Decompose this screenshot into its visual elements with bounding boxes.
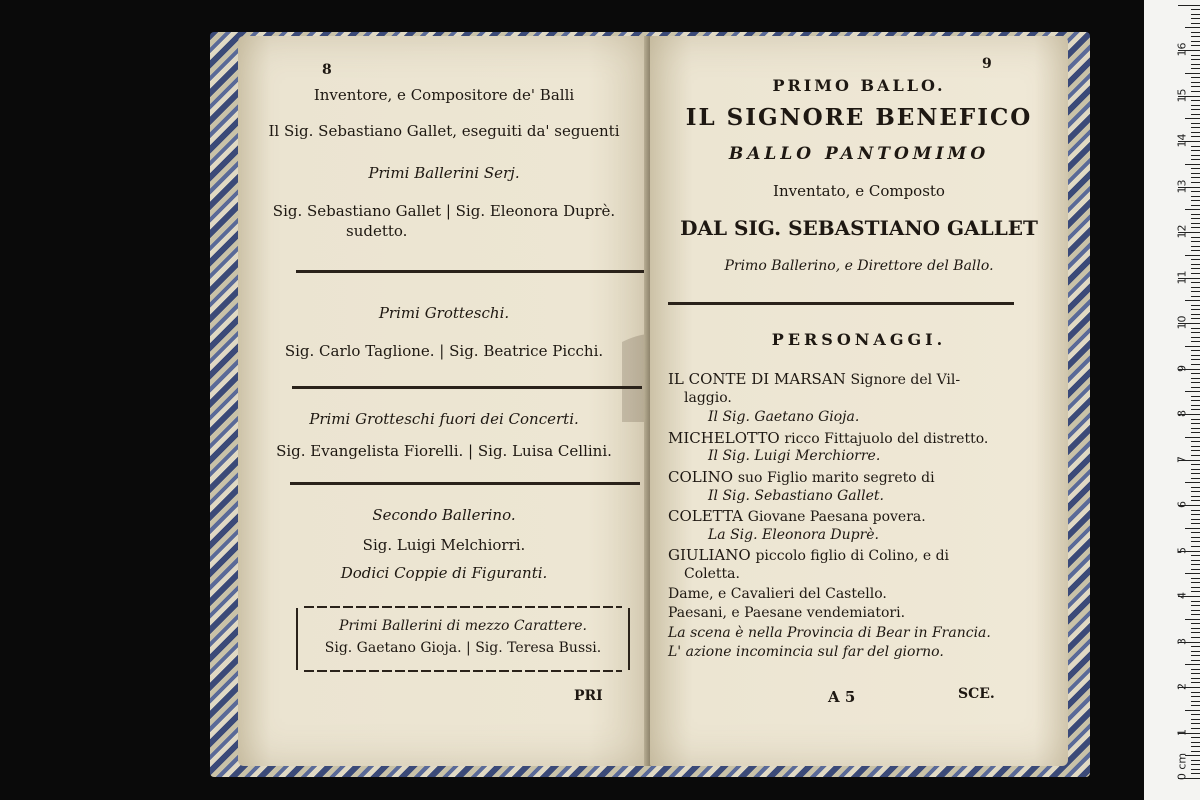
ruler-tick [1191, 86, 1200, 87]
ruler-tick [1191, 582, 1200, 583]
ruler-tick [1185, 27, 1200, 28]
ruler-tick [1191, 728, 1200, 729]
character-description: Dame, e Cavalieri del Castello. [668, 585, 887, 602]
ruler-tick [1191, 127, 1200, 128]
ruler-tick [1191, 14, 1200, 15]
ruler-tick [1191, 241, 1200, 242]
ruler-tick [1185, 391, 1200, 392]
ruler-tick [1191, 264, 1200, 265]
dancer-suffix: sudetto. [346, 222, 408, 240]
character-description: La scena è nella Provincia di Bear in Francia. [668, 624, 991, 641]
ruler-tick [1191, 68, 1200, 69]
ruler-tick [1191, 273, 1200, 274]
ruler-tick [1191, 55, 1200, 56]
ruler-tick [1191, 428, 1200, 429]
character-name: COLINO [668, 468, 738, 486]
author-role: Primo Ballerino, e Direttore del Ballo. [724, 258, 994, 274]
ruler-tick [1191, 628, 1200, 629]
section-title: Primi Ballerini Serj. [368, 164, 520, 182]
section-title: Primi Grotteschi. [378, 304, 510, 322]
divider [290, 482, 640, 485]
dancer-pair: Sig. Carlo Taglione. | Sig. Beatrice Picchi. [284, 342, 604, 360]
page-number: 9 [982, 56, 992, 72]
invented-line: Inventato, e Composto [773, 182, 945, 200]
cast-row [708, 488, 884, 504]
ruler-tick [1191, 259, 1200, 260]
cast-row [668, 586, 887, 602]
ruler-tick [1191, 218, 1200, 219]
ballet-title: IL SIGNORE BENEFICO [685, 104, 1033, 131]
ruler-tick [1191, 296, 1200, 297]
ruler-tick [1185, 209, 1200, 210]
ruler-tick [1185, 482, 1200, 483]
ruler-tick [1191, 196, 1200, 197]
section-title: Secondo Ballerino. [372, 506, 516, 524]
page-number: 8 [322, 62, 332, 78]
ruler-number: 16 [1175, 42, 1189, 57]
ruler-tick [1185, 619, 1200, 620]
ruler-tick [1191, 250, 1200, 251]
dancer-pair: Sig. Evangelista Fiorelli. | Sig. Luisa Cellini. [276, 442, 612, 460]
cast-row [668, 507, 926, 525]
section-header: PRIMO BALLO. [772, 76, 946, 95]
ruler-tick [1191, 614, 1200, 615]
cast-row [668, 546, 949, 564]
ruler-tick [1191, 405, 1200, 406]
ruler-tick [1191, 382, 1200, 383]
box-dancers: Sig. Gaetano Gioja. | Sig. Teresa Bussi. [324, 640, 602, 656]
ruler-tick [1191, 751, 1200, 752]
ruler-tick [1191, 123, 1200, 124]
ruler-tick [1191, 560, 1200, 561]
ruler-tick [1191, 400, 1200, 401]
character-description: Giovane Paesana povera. [747, 509, 926, 526]
ruler-tick [1191, 514, 1200, 515]
cast-row [708, 448, 880, 464]
ruler-tick [1191, 701, 1200, 702]
section-title: Primi Grotteschi fuori dei Concerti. [309, 410, 579, 428]
ruler-tick [1191, 9, 1200, 10]
ruler-tick [1191, 564, 1200, 565]
dancer-pair: Sig. Sebastiano Gallet | Sig. Eleonora Duprè. [272, 202, 616, 220]
ruler-tick [1191, 191, 1200, 192]
ruler-tick [1191, 673, 1200, 674]
character-description: Il Sig. Sebastiano Gallet. [708, 487, 884, 504]
ruler-tick [1191, 282, 1200, 283]
measuring-ruler [1144, 0, 1200, 800]
ruler-unit: 0 cm [1175, 752, 1189, 781]
character-description: Paesani, e Paesane vendemiatori. [668, 605, 906, 622]
ruler-tick [1191, 396, 1200, 397]
ruler-tick [1191, 541, 1200, 542]
ruler-tick [1191, 214, 1200, 215]
ruler-tick [1191, 318, 1200, 319]
ruler-tick [1191, 651, 1200, 652]
ruler-number: 2 [1175, 683, 1189, 690]
ruler-tick [1191, 441, 1200, 442]
ruler-number: 4 [1175, 592, 1189, 599]
ruler-tick [1191, 77, 1200, 78]
author-line: DAL SIG. SEBASTIANO GALLET [680, 216, 1038, 240]
ruler-tick [1191, 469, 1200, 470]
ruler-tick [1191, 287, 1200, 288]
ruler-number: 14 [1175, 133, 1189, 148]
ruler-tick [1191, 669, 1200, 670]
character-description: ricco Fittajuolo del distretto. [784, 430, 989, 447]
divider [296, 270, 644, 273]
ruler-tick [1191, 742, 1200, 743]
ruler-tick [1191, 36, 1200, 37]
ruler-tick [1178, 5, 1200, 6]
ruler-tick [1191, 419, 1200, 420]
ruler-number: 11 [1175, 270, 1189, 284]
ruler-tick [1191, 682, 1200, 683]
character-description: laggio. [684, 389, 732, 406]
ruler-tick [1191, 473, 1200, 474]
character-name: GIULIANO [668, 546, 756, 565]
ruler-tick [1191, 487, 1200, 488]
ruler-tick [1191, 182, 1200, 183]
ruler-tick [1191, 660, 1200, 661]
ruler-tick [1191, 719, 1200, 720]
ruler-tick [1191, 773, 1200, 774]
ruler-tick [1191, 578, 1200, 579]
boxed-section [296, 608, 630, 670]
ruler-tick [1191, 45, 1200, 46]
ruler-tick [1191, 114, 1200, 115]
ruler-tick [1191, 455, 1200, 456]
character-description: Signore del Vil- [850, 372, 961, 388]
ruler-tick [1185, 573, 1200, 574]
ruler-tick [1191, 373, 1200, 374]
character-description: La Sig. Eleonora Duprè. [708, 526, 880, 543]
ruler-number: 12 [1175, 224, 1189, 239]
ruler-tick [1185, 118, 1200, 119]
right-page [650, 36, 1068, 766]
ruler-tick [1191, 146, 1200, 147]
cast-row [708, 409, 859, 425]
inventor-line: Il Sig. Sebastiano Gallet, eseguiti da' seguenti [268, 122, 620, 140]
ruler-number: 5 [1175, 546, 1189, 554]
ruler-tick [1185, 73, 1200, 74]
ruler-number: 7 [1175, 455, 1189, 463]
ruler-tick [1185, 437, 1200, 438]
cast-row [668, 468, 935, 486]
ruler-tick [1191, 227, 1200, 228]
ruler-tick [1191, 359, 1200, 360]
ruler-tick [1191, 764, 1200, 765]
ruler-tick [1191, 332, 1200, 333]
box-title: Primi Ballerini di mezzo Carattere. [339, 618, 587, 634]
cast-row [668, 429, 988, 447]
ruler-number: 9 [1175, 364, 1189, 372]
ruler-tick [1191, 41, 1200, 42]
ruler-tick [1191, 760, 1200, 761]
ruler-tick [1191, 136, 1200, 137]
ruler-tick [1191, 159, 1200, 160]
ruler-tick [1191, 705, 1200, 706]
ruler-tick [1191, 291, 1200, 292]
ballet-subtitle: BALLO PANTOMIMO [728, 144, 990, 164]
ruler-tick [1191, 423, 1200, 424]
characters-heading: PERSONAGGI. [771, 330, 947, 349]
ruler-tick [1185, 346, 1200, 347]
divider [668, 302, 1014, 305]
catchword: SCE. [958, 686, 995, 702]
ruler-tick [1191, 723, 1200, 724]
cast-row [668, 625, 991, 641]
ruler-tick [1191, 537, 1200, 538]
ruler-tick [1191, 555, 1200, 556]
ruler-tick [1191, 678, 1200, 679]
ruler-tick [1191, 168, 1200, 169]
ruler-tick [1191, 605, 1200, 606]
cast-row [708, 527, 879, 543]
ruler-tick [1191, 523, 1200, 524]
ruler-tick [1185, 710, 1200, 711]
ruler-tick [1191, 341, 1200, 342]
figurants: Dodici Coppie di Figuranti. [340, 564, 548, 582]
ruler-tick [1191, 692, 1200, 693]
ruler-tick [1191, 155, 1200, 156]
ruler-tick [1191, 646, 1200, 647]
ruler-tick [1191, 510, 1200, 511]
ruler-tick [1185, 664, 1200, 665]
ruler-tick [1191, 350, 1200, 351]
ruler-number: 10 [1175, 315, 1189, 330]
character-description: piccolo figlio di Colino, e di [755, 548, 950, 565]
left-page [238, 36, 650, 766]
ruler-tick [1191, 337, 1200, 338]
ruler-tick [1191, 268, 1200, 269]
ruler-tick [1191, 109, 1200, 110]
ruler-tick [1191, 632, 1200, 633]
cast-row [684, 390, 732, 406]
ruler-tick [1191, 532, 1200, 533]
dancer-name: Sig. Luigi Melchiorri. [362, 536, 526, 554]
ruler-tick [1191, 91, 1200, 92]
character-description: L' azione incomincia sul far del giorno. [668, 644, 944, 661]
ruler-number: 3 [1175, 637, 1189, 645]
ruler-tick [1191, 655, 1200, 656]
ruler-tick [1191, 746, 1200, 747]
ruler-tick [1191, 64, 1200, 65]
ruler-tick [1191, 409, 1200, 410]
ruler-tick [1191, 637, 1200, 638]
ruler-number: 1 [1175, 728, 1189, 736]
character-description: Coletta. [684, 566, 740, 582]
ruler-tick [1191, 591, 1200, 592]
cast-row [668, 605, 905, 621]
ruler-tick [1191, 587, 1200, 588]
catchword: PRI [574, 688, 603, 704]
ruler-number: 6 [1175, 501, 1189, 508]
ruler-tick [1191, 18, 1200, 19]
ruler-tick [1191, 205, 1200, 206]
cast-row [684, 566, 740, 582]
ruler-tick [1191, 432, 1200, 433]
ruler-tick [1185, 164, 1200, 165]
ruler-tick [1191, 491, 1200, 492]
ruler-tick [1191, 237, 1200, 238]
ruler-number: 8 [1175, 410, 1189, 417]
ruler-tick [1191, 177, 1200, 178]
ruler-tick [1191, 364, 1200, 365]
character-name: IL CONTE DI MARSAN [668, 370, 851, 388]
character-name: MICHELOTTO [668, 428, 785, 447]
ruler-tick [1191, 355, 1200, 356]
ruler-number: 13 [1175, 179, 1189, 193]
ruler-tick [1191, 601, 1200, 602]
ruler-tick [1191, 378, 1200, 379]
ruler-tick [1191, 464, 1200, 465]
ruler-tick [1191, 173, 1200, 174]
ruler-tick [1191, 309, 1200, 310]
divider [292, 386, 642, 389]
ruler-number: 15 [1175, 88, 1189, 102]
ruler-tick [1191, 132, 1200, 133]
character-description: Il Sig. Luigi Merchiorre. [708, 448, 881, 465]
ruler-tick [1191, 59, 1200, 60]
ruler-tick [1185, 528, 1200, 529]
character-description: Il Sig. Gaetano Gioja. [708, 409, 860, 426]
ruler-tick [1191, 82, 1200, 83]
ruler-tick [1191, 769, 1200, 770]
ruler-tick [1191, 496, 1200, 497]
ruler-tick [1191, 105, 1200, 106]
ruler-tick [1191, 23, 1200, 24]
ruler-tick [1191, 223, 1200, 224]
ruler-tick [1191, 519, 1200, 520]
character-name: COLETTA [668, 507, 748, 526]
ruler-tick [1185, 255, 1200, 256]
ruler-tick [1191, 328, 1200, 329]
ruler-tick [1191, 610, 1200, 611]
ruler-tick [1191, 569, 1200, 570]
ruler-tick [1191, 305, 1200, 306]
character-description: suo Figlio marito segreto di [737, 470, 935, 486]
ruler-tick [1191, 246, 1200, 247]
ruler-tick [1191, 500, 1200, 501]
ruler-tick [1191, 314, 1200, 315]
ruler-tick [1191, 150, 1200, 151]
ruler-tick [1191, 696, 1200, 697]
ruler-tick [1191, 546, 1200, 547]
ruler-tick [1185, 300, 1200, 301]
heading: Inventore, e Compositore de' Balli [313, 86, 575, 104]
cast-row [668, 644, 944, 660]
ruler-tick [1191, 737, 1200, 738]
ruler-tick [1191, 32, 1200, 33]
ruler-tick [1191, 714, 1200, 715]
cast-row [668, 370, 960, 388]
ruler-tick [1191, 200, 1200, 201]
ruler-tick [1191, 100, 1200, 101]
ruler-tick [1191, 478, 1200, 479]
signature-mark: A 5 [828, 688, 856, 706]
ruler-tick [1191, 446, 1200, 447]
ruler-tick [1191, 450, 1200, 451]
ruler-tick [1191, 387, 1200, 388]
ruler-tick [1191, 623, 1200, 624]
